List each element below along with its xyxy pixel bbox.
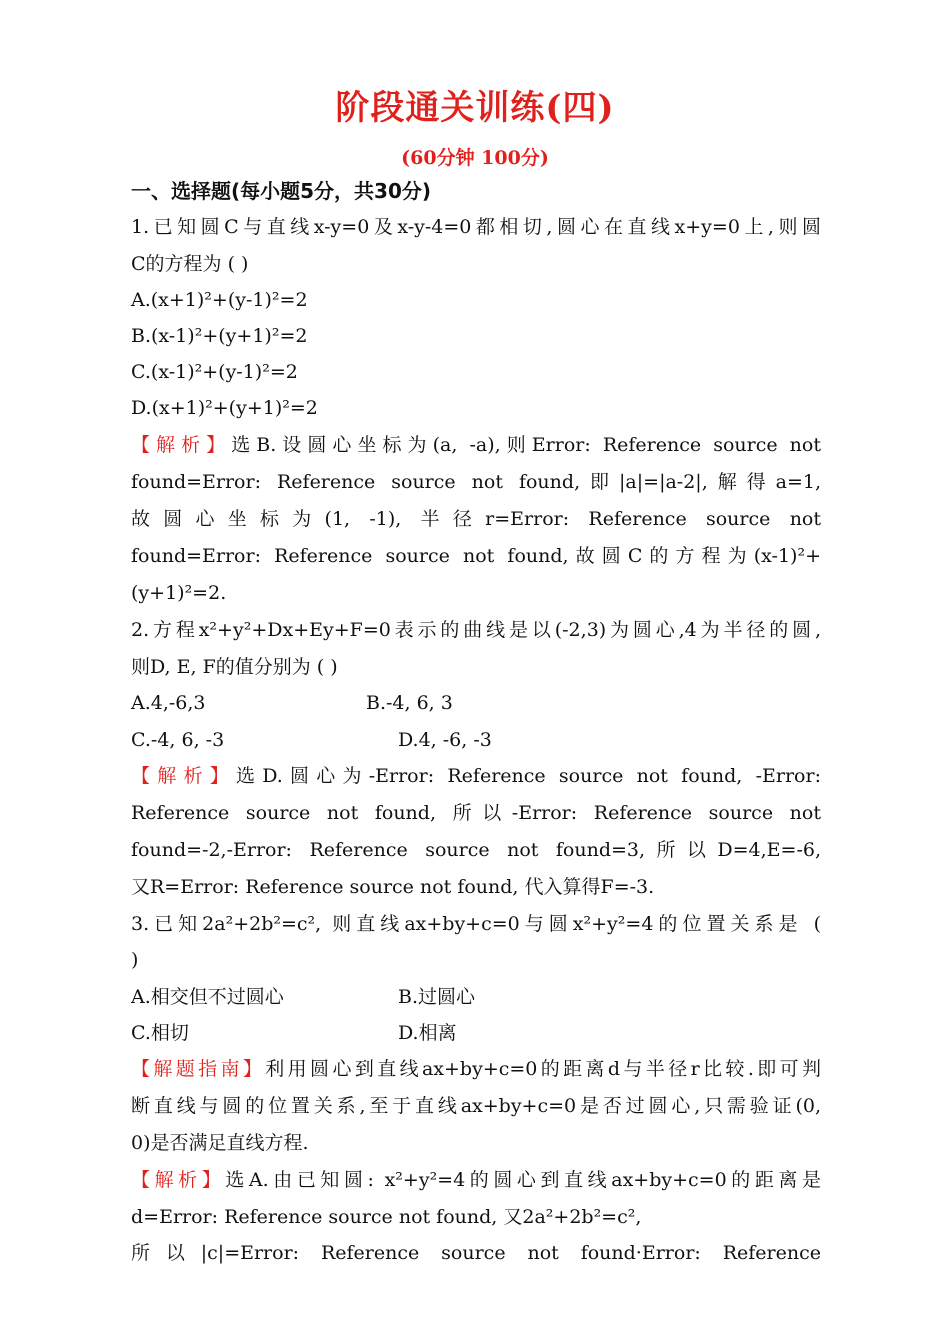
q2-stem-line-1: 2.方程x²+y²+Dx+Ey+F=0表示的曲线是以(-2,3)为圆心,4为半径的圆, — [131, 619, 821, 641]
q2-solution-text-1: 选D.圆心为-Error: Reference source not found, -Error: — [235, 765, 821, 787]
q2-stem-line-2: 则D, E, F的值分别为 ( ) — [131, 656, 338, 678]
q3-option-a: A.相交但不过圆心 — [131, 986, 284, 1008]
page-subtitle: (60分钟 100分) — [401, 147, 549, 169]
q3-guide-line-2: 断直线与圆的位置关系,至于直线ax+by+c=0是否过圆心,只需验证(0, — [131, 1095, 821, 1117]
q2-solution-line-3: found=-2,-Error: Reference source not found=3,所以D=4,E=-6, — [131, 839, 821, 861]
q3-solution-line-1 — [131, 1167, 821, 1193]
q1-option-a: A.(x+1)²+(y-1)²=2 — [131, 289, 308, 311]
q2-option-b: B.-4, 6, 3 — [366, 692, 453, 714]
q3-solution-line-3: 所以|c|=Error: Reference source not found·Error: Reference — [131, 1242, 821, 1264]
q1-solution-line-1 — [131, 432, 821, 458]
solution-tag: 【解析】 — [131, 1169, 226, 1191]
q3-solution-text-1: 选A.由已知圆: x²+y²=4的圆心到直线ax+by+c=0的距离是 — [225, 1169, 821, 1191]
q3-guide-line-1 — [131, 1056, 821, 1082]
guide-tag: 【解题指南】 — [131, 1058, 266, 1080]
q2-option-a: A.4,-6,3 — [131, 692, 206, 714]
q3-option-c: C.相切 — [131, 1022, 189, 1044]
q2-solution-line-4: 又R=Error: Reference source not found, 代入算得F=-3. — [131, 876, 655, 898]
q3-stem-line-1: 3.已知2a²+2b²=c², 则直线ax+by+c=0与圆x²+y²=4的位置关系是 ( — [131, 913, 821, 935]
solution-tag: 【解析】 — [131, 434, 232, 456]
q2-option-d: D.4, -6, -3 — [398, 729, 492, 751]
q1-solution-line-4: found=Error: Reference source not found,故圆C的方程为(x-1)²+ — [131, 545, 821, 567]
q1-solution-line-2: found=Error: Reference source not found,即|a|=|a-2|,解得a=1, — [131, 471, 821, 493]
q3-guide-text-1: 利用圆心到直线ax+by+c=0的距离d与半径r比较.即可判 — [265, 1058, 821, 1080]
q1-solution-line-5: (y+1)²=2. — [131, 582, 227, 604]
q1-option-c: C.(x-1)²+(y-1)²=2 — [131, 361, 298, 383]
q3-option-b: B.过圆心 — [398, 986, 476, 1008]
q3-guide-line-3: 0)是否满足直线方程. — [131, 1132, 309, 1154]
page-title: 阶段通关训练(四) — [335, 88, 615, 128]
q3-stem-line-2: ) — [131, 949, 139, 971]
q1-option-b: B.(x-1)²+(y+1)²=2 — [131, 325, 308, 347]
section-heading: 一、选择题(每小题5分，共30分) — [131, 179, 432, 203]
q3-solution-line-2: d=Error: Reference source not found, 又2a²+2b²=c², — [131, 1206, 642, 1228]
q1-stem-line-1: 1.已知圆C与直线x-y=0及x-y-4=0都相切,圆心在直线x+y=0上,则圆 — [131, 216, 821, 238]
q2-solution-line-2: Reference source not found, 所以-Error: Reference source not — [131, 802, 821, 824]
q2-option-c: C.-4, 6, -3 — [131, 729, 225, 751]
q1-solution-line-3: 故圆心坐标为(1, -1), 半径r=Error: Reference source not — [131, 508, 821, 530]
solution-tag: 【解析】 — [131, 765, 236, 787]
q1-stem-line-2: C的方程为 ( ) — [131, 253, 249, 275]
q1-solution-text-1: 选B.设圆心坐标为(a, -a),则Error: Reference source not — [231, 434, 821, 456]
q2-solution-line-1 — [131, 763, 821, 789]
q3-option-d: D.相离 — [398, 1022, 457, 1044]
q1-option-d: D.(x+1)²+(y+1)²=2 — [131, 397, 318, 419]
